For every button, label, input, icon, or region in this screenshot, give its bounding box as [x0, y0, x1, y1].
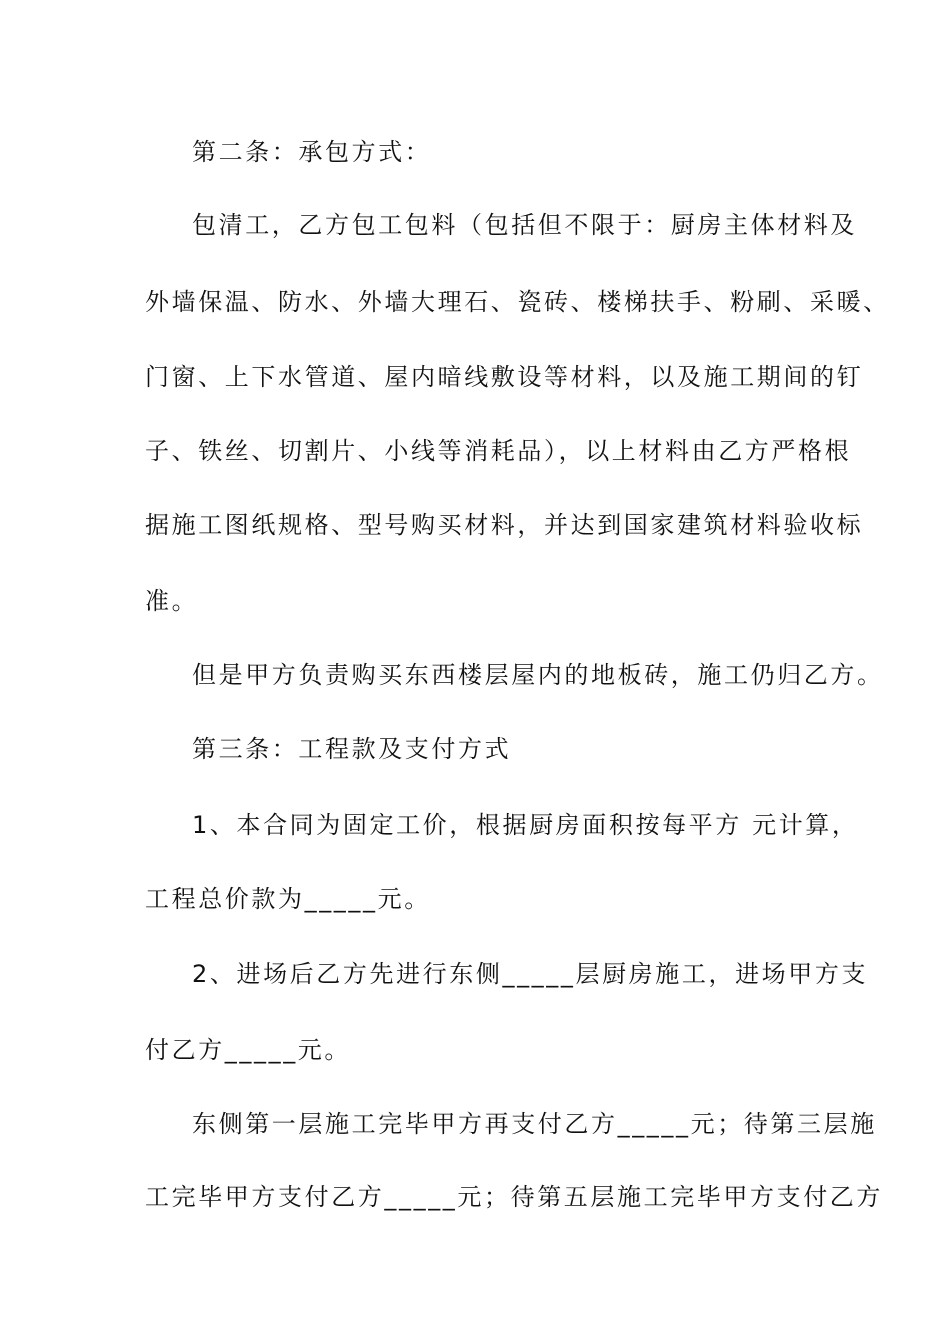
- paragraph-line: 2、进场后乙方先进行东侧_____层厨房施工，进场甲方支: [192, 960, 869, 988]
- clause-3-heading: 第三条：工程款及支付方式: [192, 735, 512, 763]
- paragraph-line: 但是甲方负责购买东西楼层屋内的地板砖，施工仍归乙方。: [192, 661, 884, 689]
- paragraph-line: 子、铁丝、切割片、小线等消耗品），以上材料由乙方严格根: [145, 437, 852, 465]
- paragraph-line: 准。: [145, 587, 199, 615]
- paragraph-line: 东侧第一层施工完毕甲方再支付乙方_____元；待第三层施: [192, 1110, 877, 1138]
- paragraph-line: 工程总价款为_____元。: [145, 885, 431, 913]
- paragraph-line: 1、本合同为固定工价，根据厨房面积按每平方 元计算，: [192, 811, 859, 839]
- paragraph-line: 工完毕甲方支付乙方_____元；待第五层施工完毕甲方支付乙方: [145, 1183, 883, 1211]
- clause-2-heading: 第二条：承包方式：: [192, 138, 432, 166]
- paragraph-line: 外墙保温、防水、外墙大理石、瓷砖、楼梯扶手、粉刷、采暖、: [145, 288, 890, 316]
- paragraph-line: 包清工，乙方包工包料（包括但不限于：厨房主体材料及: [192, 211, 857, 239]
- paragraph-line: 付乙方_____元。: [145, 1036, 351, 1064]
- paragraph-line: 据施工图纸规格、型号购买材料，并达到国家建筑材料验收标: [145, 511, 864, 539]
- paragraph-line: 门窗、上下水管道、屋内暗线敷设等材料，以及施工期间的钉: [145, 363, 864, 391]
